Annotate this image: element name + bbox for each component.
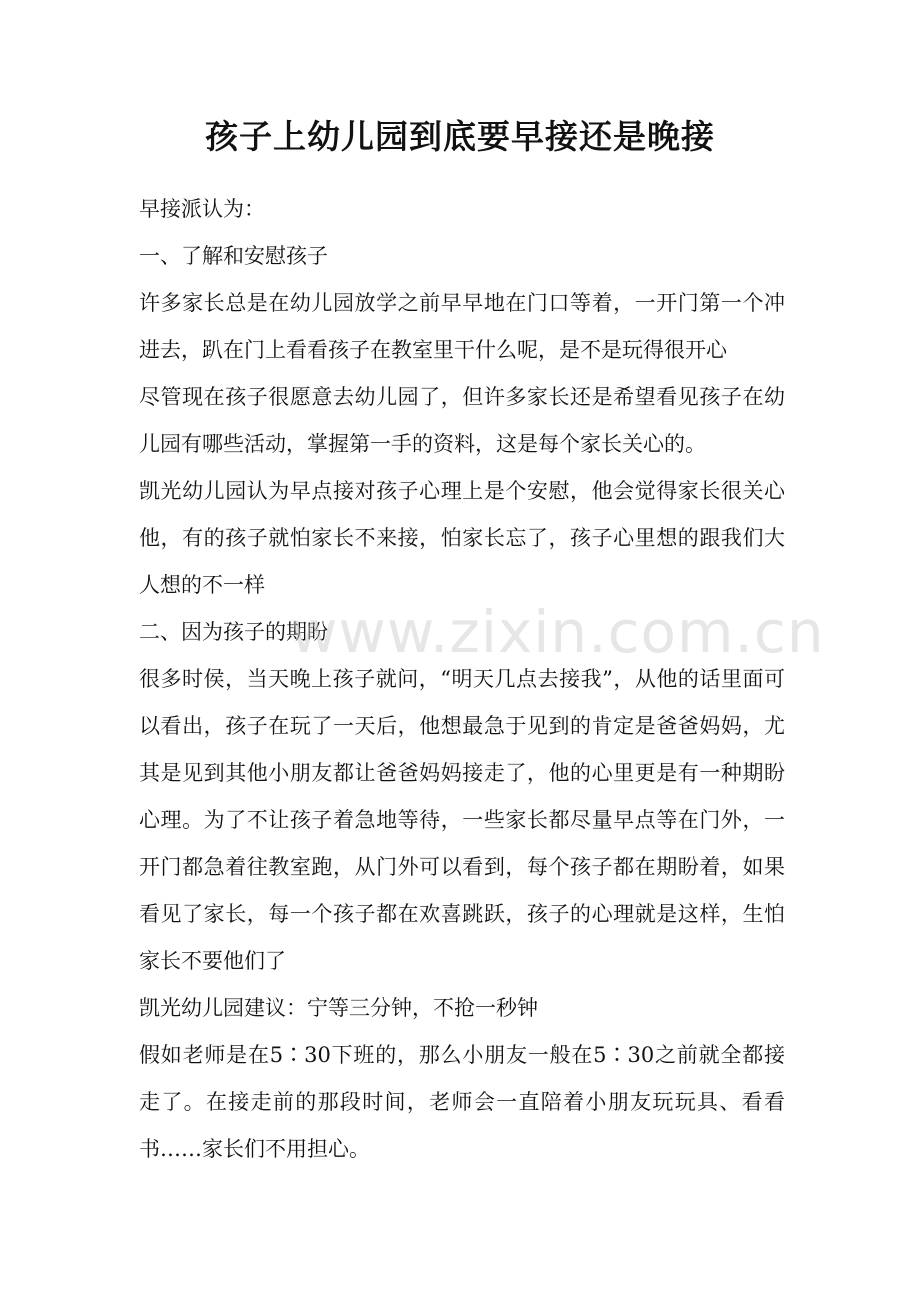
paragraph-suggestion: 凯光幼儿园建议：宁等三分钟，不抢一秒钟	[139, 996, 538, 1020]
heading-section-one: 一、了解和安慰孩子	[139, 244, 328, 268]
document-body	[139, 186, 785, 1173]
paragraph: 凯光幼儿园认为早点接对孩子心理上是个安慰，他会觉得家长很关心他，有的孩子就怕家长不来接，怕家长忘了，孩子心里想的跟我们大人想的不一样	[139, 479, 785, 597]
document-title: 孩子上幼儿园到底要早接还是晚接	[205, 117, 715, 156]
paragraph: 很多时侯，当天晚上孩子就问，“明天几点去接我”，从他的话里面可以看出，孩子在玩了一天后，他想最急于见到的肯定是爸爸妈妈，尤其是见到其他小朋友都让爸爸妈妈接走了，他的心里更是有一种期盼心理。为了不让孩子着急地等待，一些家长都尽量早点等在门外，一开门都急着往教室跑，从门外可以看到，每个孩子都在期盼着，如果看见了家长，每一个孩子都在欢喜跳跃，孩子的心理就是这样，生怕家长不要他们了	[139, 667, 785, 973]
paragraph: 假如老师是在5∶30下班的，那么小朋友一般在5∶30之前就全都接走了。在接走前的那段时间，老师会一直陪着小朋友玩玩具、看看书……家长们不用担心。	[139, 1043, 785, 1161]
paragraph: 尽管现在孩子很愿意去幼儿园了，但许多家长还是希望看见孩子在幼儿园有哪些活动，掌握第一手的资料，这是每个家长关心的。	[139, 385, 785, 456]
watermark-text: www.zixin.com.cn	[290, 598, 825, 666]
heading-section-two: 二、因为孩子的期盼	[139, 620, 328, 644]
paragraph-early-pickup-intro: 早接派认为：	[139, 197, 265, 221]
paragraph: 许多家长总是在幼儿园放学之前早早地在门口等着，一开门第一个冲进去，趴在门上看看孩子在教室里干什么呢，是不是玩得很开心	[139, 291, 785, 362]
